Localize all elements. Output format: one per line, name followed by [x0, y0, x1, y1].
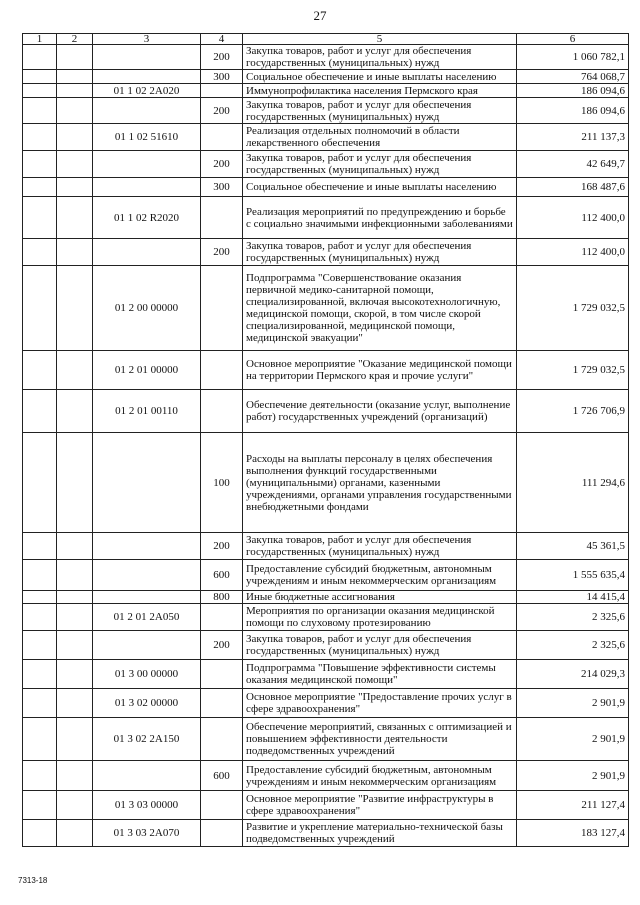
description-cell: Основное мероприятие "Предоставление прочих услуг в сфере здравоохранения" [243, 689, 517, 718]
col2-cell [57, 433, 93, 533]
description-cell: Иные бюджетные ассигнования [243, 591, 517, 604]
table-row [23, 591, 629, 604]
code-cell: 01 3 02 2А150 [93, 718, 201, 761]
type-cell [201, 604, 243, 631]
code-cell [93, 560, 201, 591]
col2-cell [57, 689, 93, 718]
col1-cell [23, 124, 57, 151]
code-cell: 01 3 00 00000 [93, 660, 201, 689]
table-row [23, 70, 629, 84]
table-row [23, 239, 629, 266]
code-cell [93, 178, 201, 197]
table-row [23, 151, 629, 178]
description-cell: Обеспечение мероприятий, связанных с оптимизацией и повышением эффективности деятельности подведомственных учреждений [243, 718, 517, 761]
amount-cell: 211 137,3 [517, 124, 629, 151]
description-cell: Реализация отдельных полномочий в области лекарственного обеспечения [243, 124, 517, 151]
code-cell [93, 151, 201, 178]
col2-cell [57, 266, 93, 351]
code-cell [93, 533, 201, 560]
table-row [23, 660, 629, 689]
col1-cell [23, 604, 57, 631]
table-row [23, 45, 629, 70]
code-cell [93, 631, 201, 660]
type-cell [201, 351, 243, 390]
type-cell [201, 266, 243, 351]
col2-cell [57, 70, 93, 84]
col2-cell [57, 718, 93, 761]
code-cell: 01 2 00 00000 [93, 266, 201, 351]
header-col-1: 1 [23, 34, 57, 45]
amount-cell: 2 901,9 [517, 761, 629, 791]
type-cell [201, 718, 243, 761]
amount-cell: 214 029,3 [517, 660, 629, 689]
type-cell: 200 [201, 98, 243, 124]
col2-cell [57, 533, 93, 560]
col2-cell [57, 84, 93, 98]
code-cell [93, 239, 201, 266]
description-cell: Закупка товаров, работ и услуг для обеспечения государственных (муниципальных) нужд [243, 533, 517, 560]
code-cell [93, 70, 201, 84]
table-row [23, 433, 629, 533]
col1-cell [23, 791, 57, 820]
description-cell: Развитие и укрепление материально-технической базы подведомственных учреждений [243, 820, 517, 847]
description-cell: Обеспечение деятельности (оказание услуг, выполнение работ) государственных учреждений (организаций) [243, 390, 517, 433]
footer-code: 7313-18 [18, 876, 48, 885]
code-cell: 01 3 03 2А070 [93, 820, 201, 847]
type-cell: 300 [201, 178, 243, 197]
table-row [23, 820, 629, 847]
col2-cell [57, 351, 93, 390]
description-cell: Подпрограмма "Повышение эффективности системы оказания медицинской помощи" [243, 660, 517, 689]
description-cell: Мероприятия по организации оказания медицинской помощи по слуховому протезированию [243, 604, 517, 631]
description-cell: Основное мероприятие "Развитие инфраструктуры в сфере здравоохранения" [243, 791, 517, 820]
col1-cell [23, 533, 57, 560]
col2-cell [57, 560, 93, 591]
code-cell: 01 3 03 00000 [93, 791, 201, 820]
amount-cell: 1 729 032,5 [517, 266, 629, 351]
table-row [23, 390, 629, 433]
amount-cell: 1 555 635,4 [517, 560, 629, 591]
description-cell: Социальное обеспечение и иные выплаты населению [243, 70, 517, 84]
amount-cell: 1 726 706,9 [517, 390, 629, 433]
header-col-6: 6 [517, 34, 629, 45]
col2-cell [57, 124, 93, 151]
col2-cell [57, 660, 93, 689]
description-cell: Закупка товаров, работ и услуг для обеспечения государственных (муниципальных) нужд [243, 151, 517, 178]
amount-cell: 211 127,4 [517, 791, 629, 820]
header-col-4: 4 [201, 34, 243, 45]
table-row [23, 791, 629, 820]
description-cell: Реализация мероприятий по предупреждению и борьбе с социально значимыми инфекционными заболеваниями [243, 197, 517, 239]
type-cell [201, 124, 243, 151]
amount-cell: 2 325,6 [517, 631, 629, 660]
col1-cell [23, 560, 57, 591]
type-cell: 600 [201, 560, 243, 591]
code-cell: 01 2 01 2А050 [93, 604, 201, 631]
col2-cell [57, 604, 93, 631]
type-cell: 200 [201, 631, 243, 660]
col1-cell [23, 631, 57, 660]
table-row [23, 84, 629, 98]
code-cell: 01 2 01 00110 [93, 390, 201, 433]
table-row [23, 197, 629, 239]
amount-cell: 45 361,5 [517, 533, 629, 560]
table-row [23, 604, 629, 631]
col2-cell [57, 631, 93, 660]
description-cell: Социальное обеспечение и иные выплаты населению [243, 178, 517, 197]
table-row [23, 533, 629, 560]
description-cell: Иммунопрофилактика населения Пермского края [243, 84, 517, 98]
header-row [23, 34, 629, 45]
col1-cell [23, 761, 57, 791]
amount-cell: 2 325,6 [517, 604, 629, 631]
type-cell [201, 390, 243, 433]
col1-cell [23, 70, 57, 84]
type-cell: 200 [201, 151, 243, 178]
description-cell: Подпрограмма "Совершенствование оказания первичной медико-санитарной помощи, специализированной, включая высокотехнологичную, медицинской помощи, скорой, в том числе скорой специализированной, медицинской помощи, медицинской эвакуации" [243, 266, 517, 351]
header-col-2: 2 [57, 34, 93, 45]
code-cell [93, 45, 201, 70]
type-cell [201, 84, 243, 98]
code-cell: 01 1 02 51610 [93, 124, 201, 151]
type-cell: 200 [201, 239, 243, 266]
amount-cell: 2 901,9 [517, 718, 629, 761]
description-cell: Предоставление субсидий бюджетным, автономным учреждениям и иным некоммерческим организациям [243, 761, 517, 791]
amount-cell: 42 649,7 [517, 151, 629, 178]
table-row [23, 351, 629, 390]
amount-cell: 111 294,6 [517, 433, 629, 533]
col2-cell [57, 761, 93, 791]
amount-cell: 2 901,9 [517, 689, 629, 718]
col1-cell [23, 197, 57, 239]
description-cell: Закупка товаров, работ и услуг для обеспечения государственных (муниципальных) нужд [243, 239, 517, 266]
table-row [23, 178, 629, 197]
col1-cell [23, 84, 57, 98]
table-row [23, 266, 629, 351]
col1-cell [23, 151, 57, 178]
amount-cell: 14 415,4 [517, 591, 629, 604]
type-cell: 200 [201, 45, 243, 70]
type-cell [201, 791, 243, 820]
col2-cell [57, 98, 93, 124]
col2-cell [57, 45, 93, 70]
col2-cell [57, 791, 93, 820]
header-col-3: 3 [93, 34, 201, 45]
table-row [23, 761, 629, 791]
col1-cell [23, 689, 57, 718]
amount-cell: 1 060 782,1 [517, 45, 629, 70]
col1-cell [23, 433, 57, 533]
table-row [23, 631, 629, 660]
amount-cell: 183 127,4 [517, 820, 629, 847]
table-row [23, 718, 629, 761]
page-number: 27 [313, 8, 327, 23]
table-row [23, 689, 629, 718]
amount-cell: 112 400,0 [517, 239, 629, 266]
description-cell: Закупка товаров, работ и услуг для обеспечения государственных (муниципальных) нужд [243, 98, 517, 124]
col2-cell [57, 591, 93, 604]
code-cell: 01 1 02 2А020 [93, 84, 201, 98]
type-cell: 200 [201, 533, 243, 560]
col1-cell [23, 351, 57, 390]
description-cell: Основное мероприятие "Оказание медицинской помощи на территории Пермского края и прочие услуги" [243, 351, 517, 390]
code-cell: 01 3 02 00000 [93, 689, 201, 718]
col1-cell [23, 591, 57, 604]
amount-cell: 186 094,6 [517, 98, 629, 124]
col2-cell [57, 390, 93, 433]
table-row [23, 98, 629, 124]
header-col-5: 5 [243, 34, 517, 45]
col2-cell [57, 178, 93, 197]
amount-cell: 168 487,6 [517, 178, 629, 197]
table-body [23, 45, 629, 847]
type-cell [201, 197, 243, 239]
col1-cell [23, 239, 57, 266]
code-cell [93, 98, 201, 124]
description-cell: Закупка товаров, работ и услуг для обеспечения государственных (муниципальных) нужд [243, 45, 517, 70]
amount-cell: 186 094,6 [517, 84, 629, 98]
col1-cell [23, 390, 57, 433]
col2-cell [57, 239, 93, 266]
description-cell: Предоставление субсидий бюджетным, автономным учреждениям и иным некоммерческим организациям [243, 560, 517, 591]
type-cell: 800 [201, 591, 243, 604]
col2-cell [57, 820, 93, 847]
table-header [23, 34, 629, 45]
amount-cell: 1 729 032,5 [517, 351, 629, 390]
col1-cell [23, 820, 57, 847]
col1-cell [23, 178, 57, 197]
code-cell: 01 1 02 R2020 [93, 197, 201, 239]
col1-cell [23, 660, 57, 689]
col2-cell [57, 151, 93, 178]
table-row [23, 124, 629, 151]
code-cell [93, 591, 201, 604]
type-cell: 600 [201, 761, 243, 791]
amount-cell: 112 400,0 [517, 197, 629, 239]
type-cell [201, 660, 243, 689]
description-cell: Расходы на выплаты персоналу в целях обеспечения выполнения функций государственными (муниципальными) органами, казенными учреждениями, органами управления государственными внебюджетными фондами [243, 433, 517, 533]
code-cell [93, 761, 201, 791]
code-cell [93, 433, 201, 533]
col1-cell [23, 45, 57, 70]
table-row [23, 560, 629, 591]
type-cell: 100 [201, 433, 243, 533]
amount-cell: 764 068,7 [517, 70, 629, 84]
col1-cell [23, 98, 57, 124]
code-cell: 01 2 01 00000 [93, 351, 201, 390]
type-cell [201, 689, 243, 718]
col1-cell [23, 266, 57, 351]
col1-cell [23, 718, 57, 761]
budget-table [22, 33, 629, 847]
type-cell: 300 [201, 70, 243, 84]
description-cell: Закупка товаров, работ и услуг для обеспечения государственных (муниципальных) нужд [243, 631, 517, 660]
type-cell [201, 820, 243, 847]
col2-cell [57, 197, 93, 239]
